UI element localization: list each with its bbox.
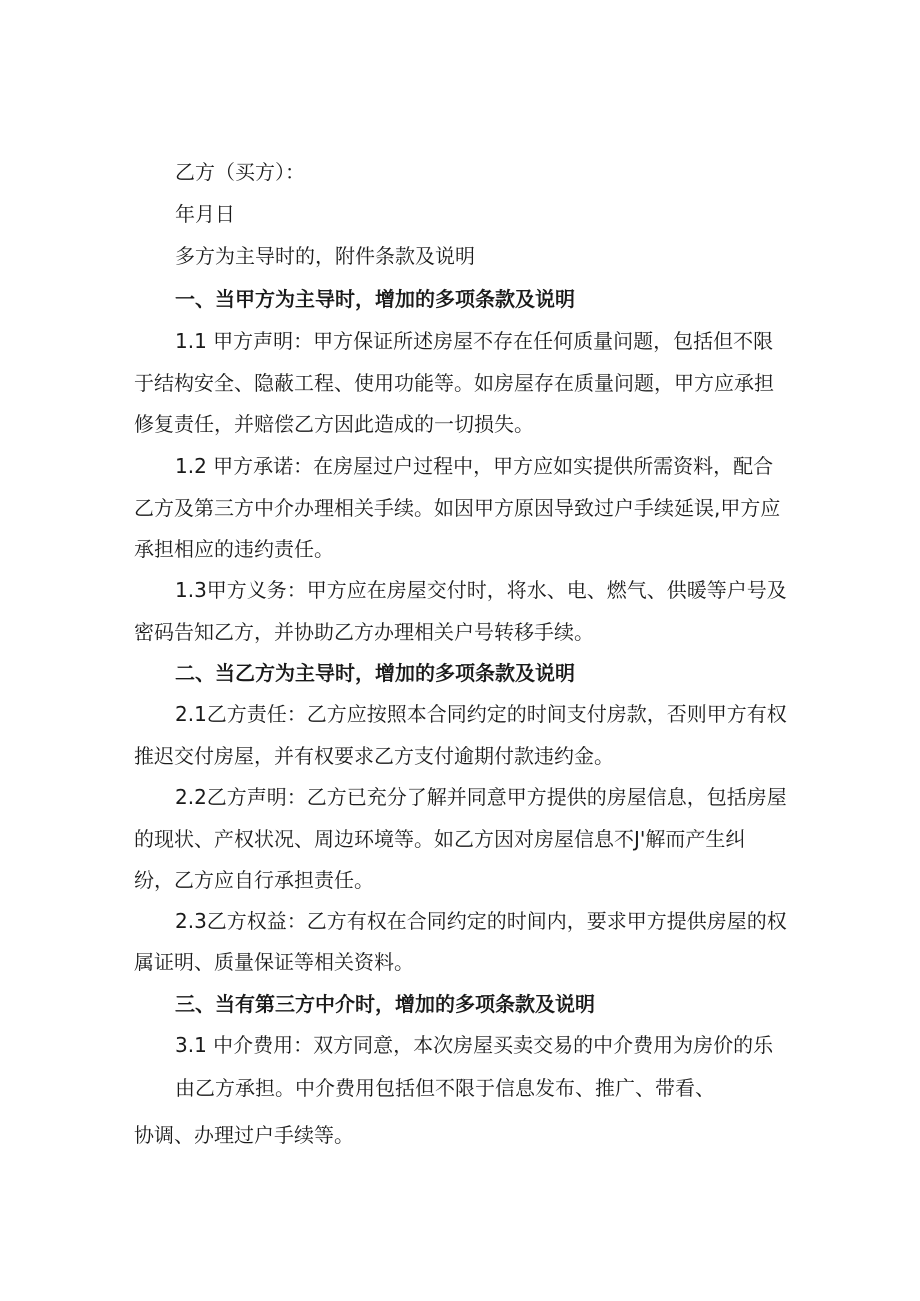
- clause-line: 由乙方承担。中介费用包括但不限于信息发布、推广、带看、: [175, 1076, 715, 1100]
- date-line: 年月日: [175, 202, 235, 226]
- clause-line: 2.3乙方权益：乙方有权在合同约定的时间内，要求甲方提供房屋的权: [175, 909, 787, 933]
- clause-line: 纷，乙方应自行承担责任。: [134, 868, 374, 892]
- clause-line: 1.3甲方义务：甲方应在房屋交付时，将水、电、燃气、供暖等户号及: [175, 578, 787, 602]
- clause-line: 1.1 甲方声明：甲方保证所述房屋不存在任何质量问题，包括但不限: [175, 329, 774, 353]
- clause-line: 修复责任，并赔偿乙方因此造成的一切损失。: [134, 412, 534, 436]
- clause-line: 推迟交付房屋，并有权要求乙方支付逾期付款违约金。: [134, 744, 614, 768]
- clause-line: 的现状、产权状况、周边环境等。如乙方因对房屋信息不J'解而产生纠: [134, 827, 746, 851]
- party-b-signature-line: 乙方（买方）：: [175, 160, 305, 184]
- annex-title: 多方为主导时的，附件条款及说明: [175, 244, 475, 268]
- section-heading: 一、当甲方为主导时，增加的多项条款及说明: [175, 287, 575, 311]
- clause-line: 2.1乙方责任：乙方应按照本合同约定的时间支付房款，否则甲方有权: [175, 702, 787, 726]
- clause-line: 1.2 甲方承诺：在房屋过户过程中，甲方应如实提供所需资料，配合: [175, 454, 774, 478]
- clause-line: 协调、办理过户手续等。: [134, 1123, 354, 1147]
- clause-line: 密码告知乙方，并协助乙方办理相关户号转移手续。: [134, 620, 594, 644]
- section-heading: 三、当有第三方中介时，增加的多项条款及说明: [175, 992, 595, 1016]
- clause-line: 3.1 中介费用：双方同意，本次房屋买卖交易的中介费用为房价的乐: [175, 1033, 774, 1057]
- clause-line: 2.2乙方声明：乙方已充分了解并同意甲方提供的房屋信息，包括房屋: [175, 785, 787, 809]
- clause-line: 属证明、质量保证等相关资料。: [134, 950, 414, 974]
- section-heading: 二、当乙方为主导时，增加的多项条款及说明: [175, 661, 575, 685]
- clause-line: 乙方及第三方中介办理相关手续。如因甲方原因导致过户手续延误,甲方应: [134, 496, 781, 520]
- clause-line: 承担相应的违约责任。: [134, 537, 334, 561]
- clause-line: 于结构安全、隐蔽工程、使用功能等。如房屋存在质量问题，甲方应承担: [134, 371, 774, 395]
